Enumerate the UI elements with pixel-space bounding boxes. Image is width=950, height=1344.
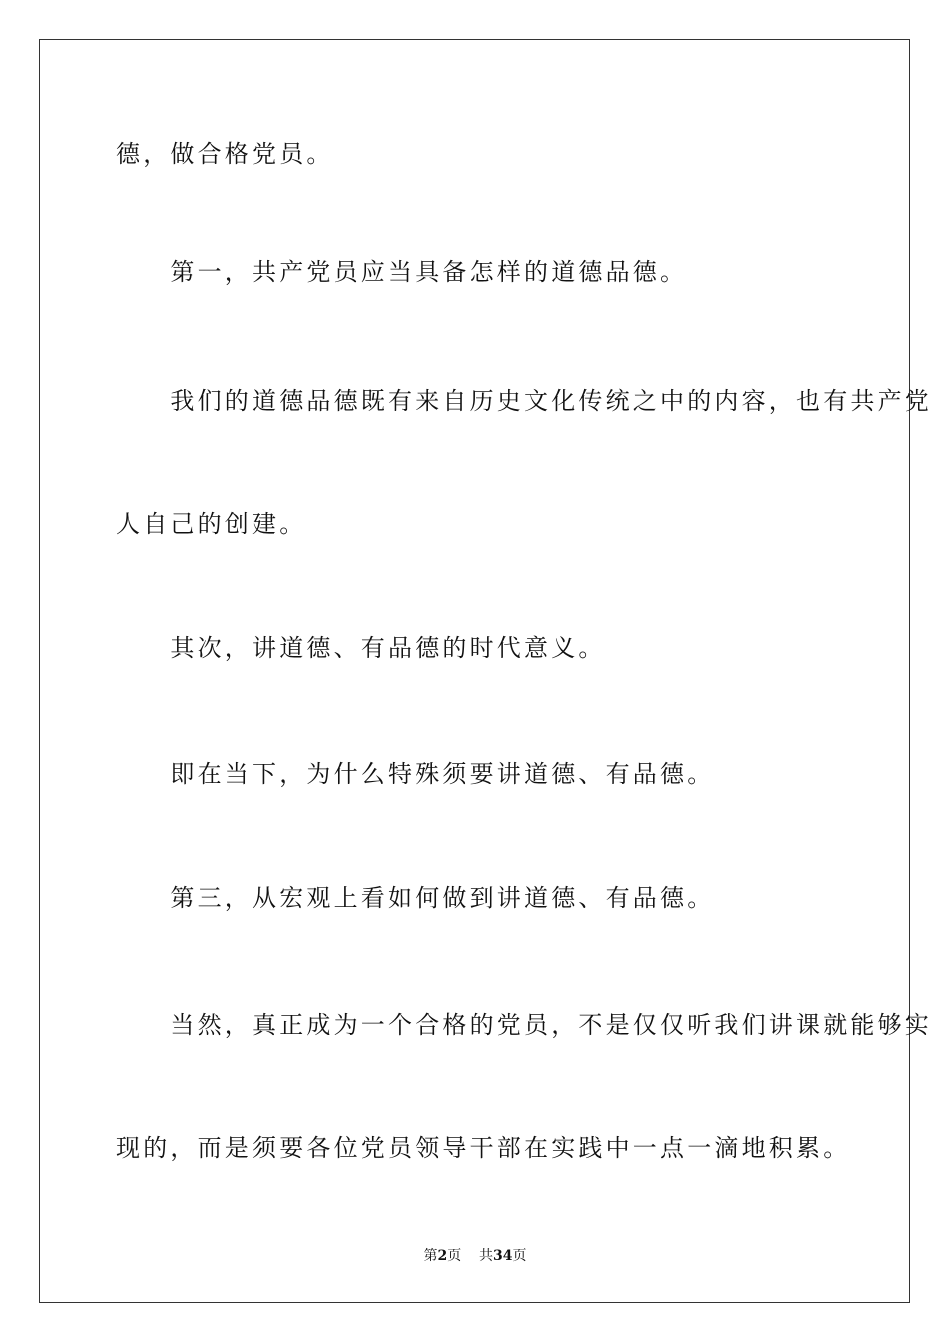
page-footer xyxy=(0,1246,950,1266)
body-text-line-2: 第一，共产党员应当具备怎样的道德品德。 xyxy=(116,258,688,286)
body-text-line-5: 其次，讲道德、有品德的时代意义。 xyxy=(116,634,606,662)
body-text-line-4: 人自己的创建。 xyxy=(116,510,307,538)
page-label-prefix: 第 xyxy=(423,1248,438,1264)
page-border xyxy=(39,39,932,1303)
body-text-line-6: 即在当下，为什么特殊须要讲道德、有品德。 xyxy=(116,760,715,788)
page-label-suffix: 页 xyxy=(447,1248,462,1264)
total-page-count: 34 xyxy=(493,1248,513,1264)
total-label-suffix: 页 xyxy=(512,1248,527,1264)
current-page-number: 2 xyxy=(437,1248,448,1264)
body-text-line-9: 现的，而是须要各位党员领导干部在实践中一点一滴地积累。 xyxy=(116,1134,851,1162)
body-text-line-7: 第三，从宏观上看如何做到讲道德、有品德。 xyxy=(116,884,715,912)
body-text-line-3: 我们的道德品德既有来自历史文化传统之中的内容，也有共产党 xyxy=(116,387,932,415)
body-text-line-8: 当然，真正成为一个合格的党员，不是仅仅听我们讲课就能够实 xyxy=(116,1011,932,1039)
total-label-prefix: 共 xyxy=(479,1248,494,1264)
body-text-line-1: 德，做合格党员。 xyxy=(116,140,334,168)
